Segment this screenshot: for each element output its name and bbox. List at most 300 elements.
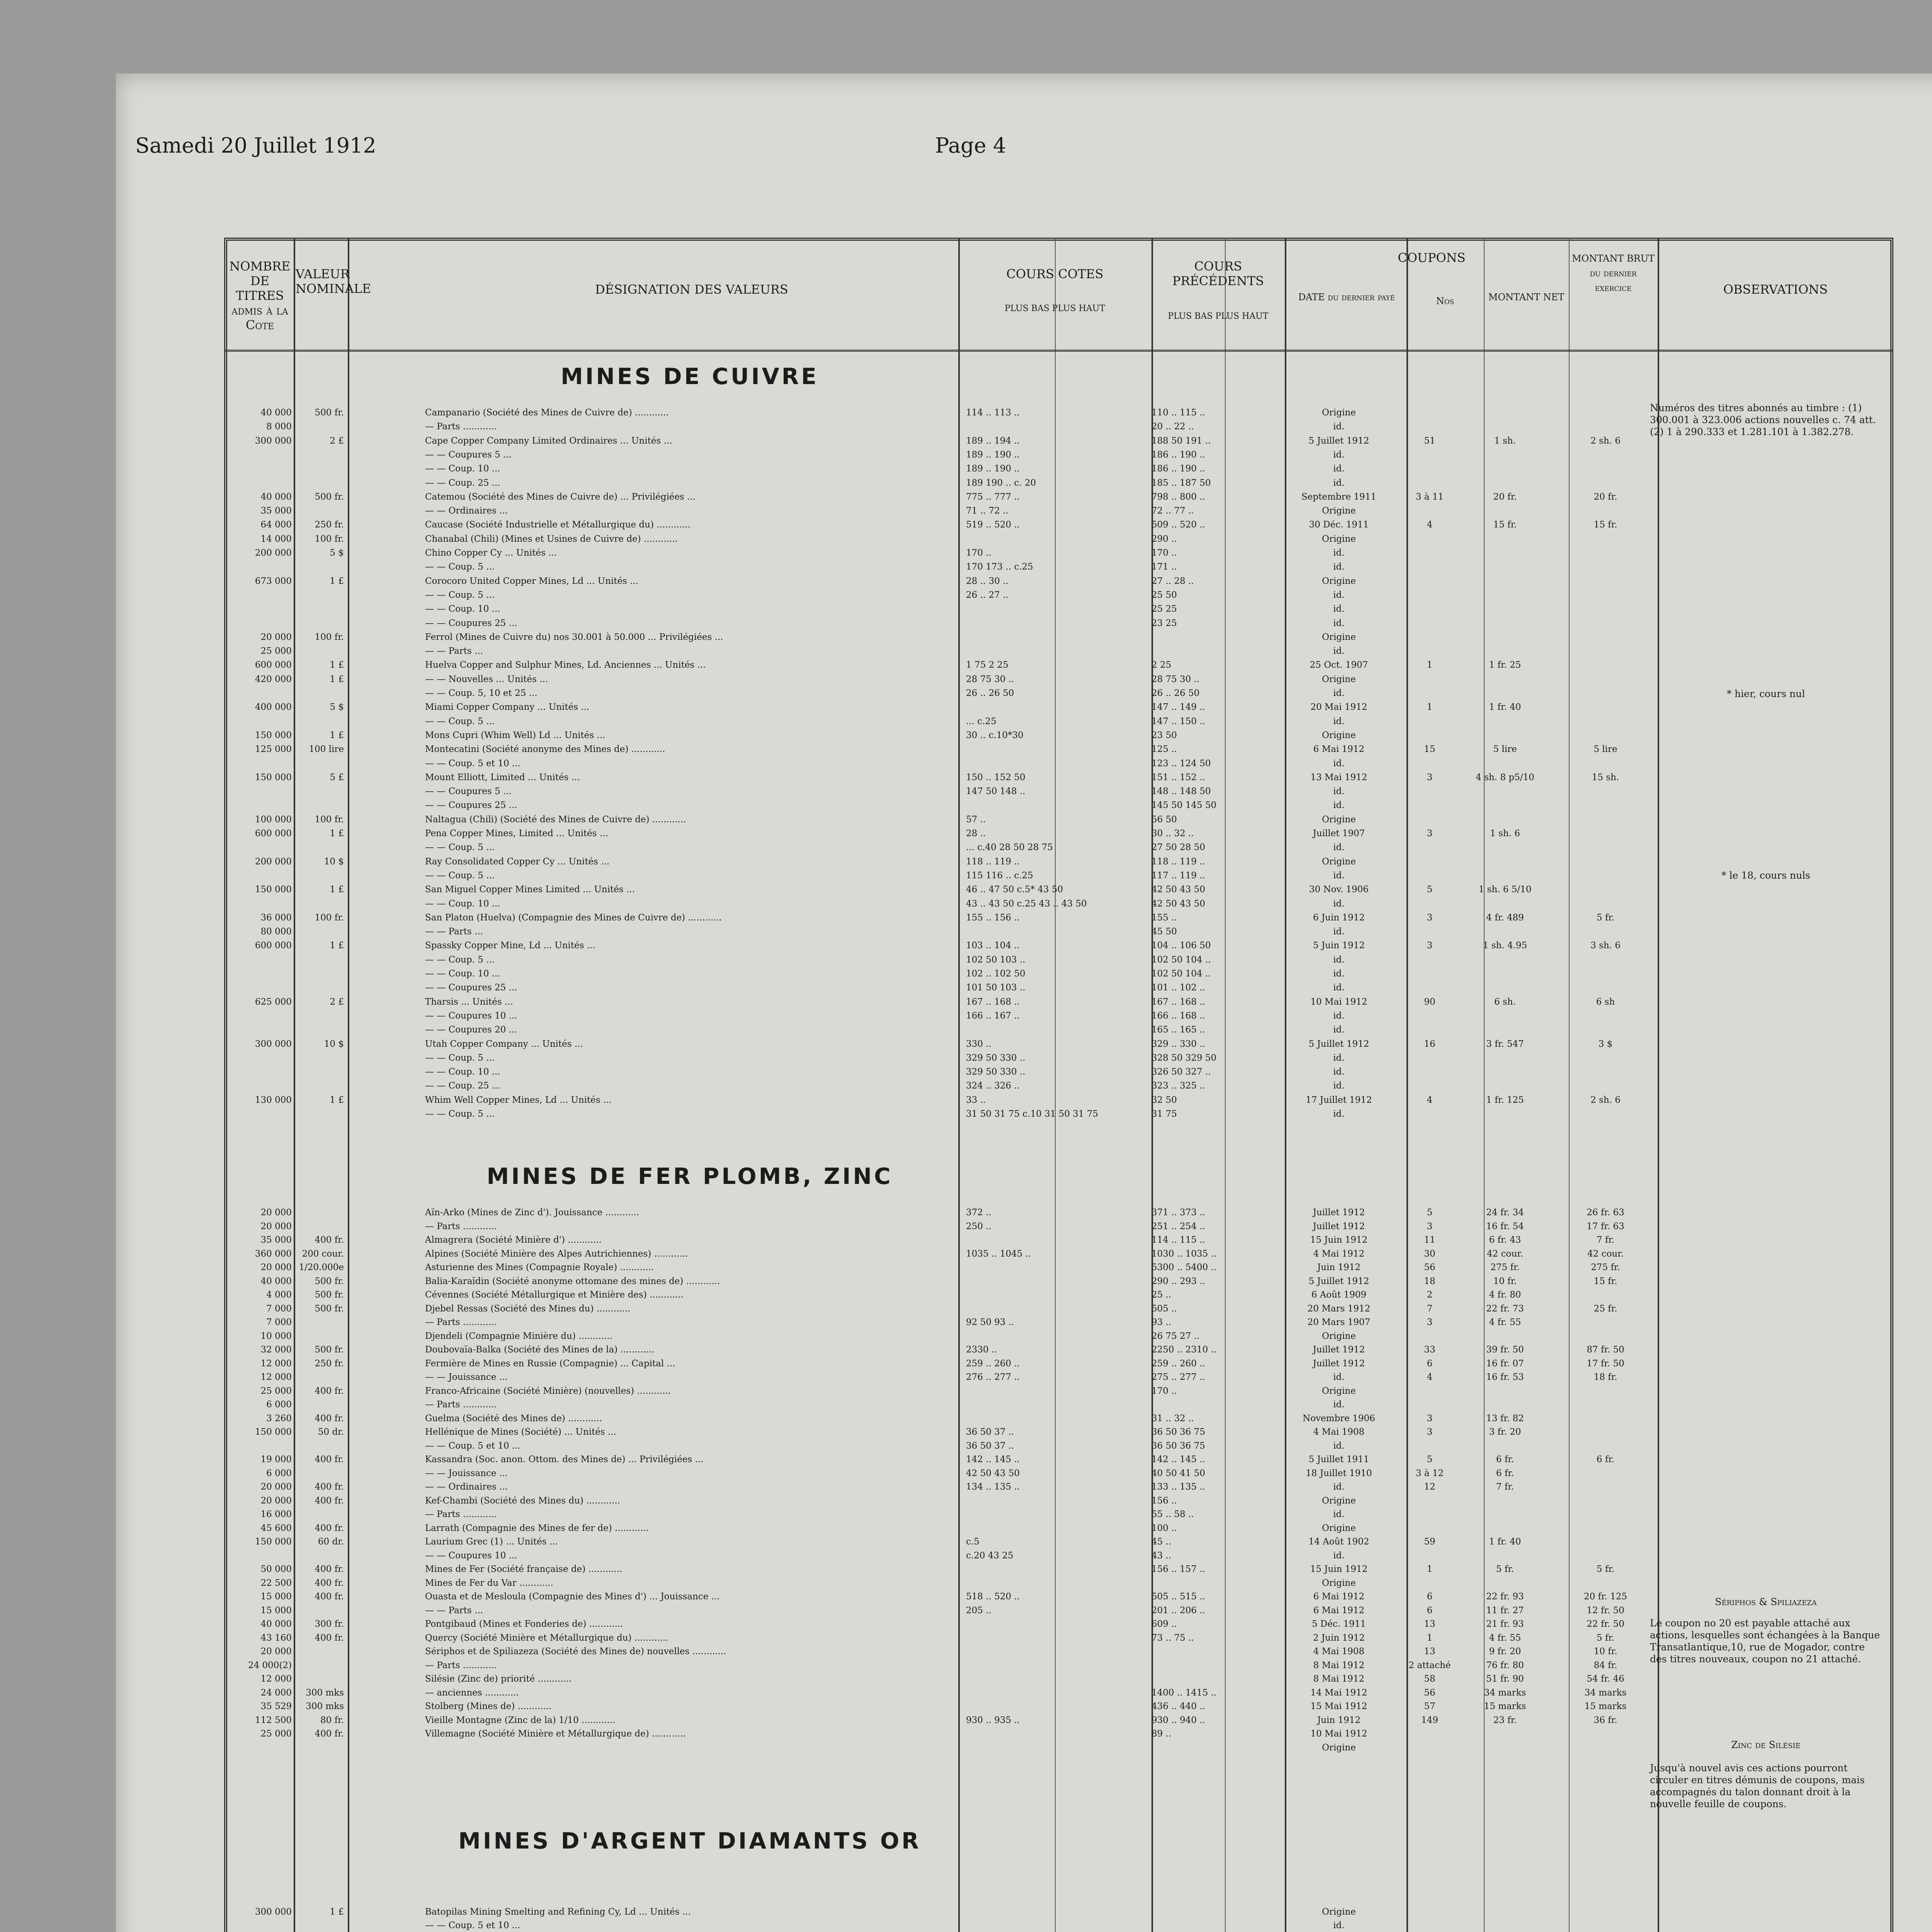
cell-no: 3 [1427, 828, 1433, 838]
cell-name: Franco-Africaine (Société Minière) (nouvelles) ............ [425, 1386, 671, 1396]
cell-no: 15 [1424, 744, 1435, 755]
cell-cb: 71 .. 72 .. [966, 506, 1009, 516]
cell-date: Juillet 1912 [1313, 1345, 1365, 1355]
cell-net: 4 fr. 55 [1489, 1633, 1521, 1643]
cell-date: Novembre 1906 [1303, 1413, 1375, 1423]
table-row [224, 674, 1893, 684]
table-row [224, 548, 1893, 558]
cell-date: id. [1333, 954, 1345, 965]
cell-val: 1 £ [330, 660, 344, 670]
cell-net: 1 sh. 4.95 [1483, 940, 1527, 951]
table-row [224, 1646, 1893, 1656]
cell-no: 33 [1424, 1345, 1435, 1355]
cell-name: Cévennes (Société Métallurgique et Minière des) ............ [425, 1290, 684, 1300]
table-row [224, 857, 1893, 867]
cell-nb: 150 000 [255, 772, 292, 782]
cell-nb: 200 000 [255, 548, 292, 558]
cell-no: 2 [1427, 1290, 1433, 1300]
cell-net: 4 fr. 80 [1489, 1290, 1521, 1300]
cell-brut: 6 fr. [1596, 1454, 1615, 1464]
cell-date: Origine [1322, 674, 1356, 684]
cell-cb: 329 50 330 .. [966, 1067, 1026, 1077]
cell-date: 6 Mai 1912 [1313, 1592, 1365, 1602]
cell-cb: 150 .. 152 50 [966, 772, 1026, 782]
cell-val: 1 £ [330, 940, 344, 951]
table-row [224, 576, 1893, 586]
table-row [224, 646, 1893, 656]
cell-date: id. [1333, 1053, 1345, 1063]
cell-name: Quercy (Société Minière et Métallurgique du) ............ [425, 1633, 668, 1643]
cell-brut: 20 fr. [1594, 492, 1617, 502]
cell-cp: 55 .. 58 .. [1151, 1509, 1194, 1519]
cell-date: 6 Mai 1912 [1313, 744, 1365, 755]
cell-cb: 92 50 93 .. [966, 1317, 1014, 1327]
cell-name: Guelma (Société des Mines de) ............ [425, 1413, 602, 1423]
cell-nb: 35 000 [260, 1235, 292, 1245]
cell-val: 400 fr. [315, 1592, 344, 1602]
cell-nb: 20 000 [260, 1221, 292, 1231]
cell-date: 30 Déc. 1911 [1309, 520, 1369, 530]
cell-no: 5 [1427, 1208, 1433, 1218]
cell-name: — Parts ............ [425, 1400, 497, 1410]
cell-date: Juillet 1912 [1313, 1221, 1365, 1231]
cell-no: 6 [1427, 1592, 1433, 1602]
cell-cp: 114 .. 115 .. [1151, 1235, 1205, 1245]
cell-cp: 123 .. 124 50 [1151, 758, 1211, 769]
cell-cb: 324 .. 326 .. [966, 1081, 1020, 1091]
cell-val: 500 fr. [315, 1345, 344, 1355]
cell-no: 13 [1424, 1619, 1435, 1629]
table-row [224, 1743, 1893, 1753]
cell-nb: 20 000 [260, 632, 292, 642]
cell-name: — — Coupures 10 ... [425, 1010, 517, 1021]
cell-no: 5 [1427, 884, 1433, 895]
cell-cb: 329 50 330 .. [966, 1053, 1026, 1063]
cell-brut: 5 fr. [1596, 912, 1615, 923]
cell-cb: 43 .. 43 50 c.25 43 .. 43 50 [966, 898, 1087, 909]
table-row [224, 1067, 1893, 1077]
cell-net: 16 fr. 53 [1486, 1372, 1524, 1382]
cell-no: 3 [1427, 940, 1433, 951]
cell-brut: 3 sh. 6 [1590, 940, 1621, 951]
table-row [224, 1427, 1893, 1437]
page-date: Samedi 20 Juillet 1912 [135, 133, 376, 158]
cell-net: 4 fr. 489 [1486, 912, 1524, 923]
cell-brut: 15 sh. [1592, 772, 1619, 782]
cell-date: id. [1333, 969, 1345, 979]
cell-name: Balia-Karaïdin (Société anonyme ottomane des mines de) ............ [425, 1276, 720, 1286]
cell-cp: 56 50 [1151, 814, 1177, 825]
cell-name: Batopilas Mining Smelting and Refining Cy, Ld ... Unités ... [425, 1907, 691, 1917]
cell-cb: 103 .. 104 .. [966, 940, 1020, 951]
cell-cb: 1 75 2 25 [966, 660, 1009, 670]
cell-cp: 186 .. 190 .. [1151, 449, 1205, 460]
table-row [224, 842, 1893, 852]
cell-cp: 171 .. [1151, 562, 1177, 572]
cell-name: — — Nouvelles ... Unités ... [425, 674, 548, 684]
cell-brut: 15 marks [1584, 1701, 1627, 1711]
cell-net: 39 fr. 50 [1486, 1345, 1524, 1355]
cell-cp: 201 .. 206 .. [1151, 1605, 1205, 1616]
cell-name: — — Coup. 5, 10 et 25 ... [425, 688, 537, 698]
table-row [224, 1619, 1893, 1629]
table-row [224, 716, 1893, 726]
table-row [224, 534, 1893, 544]
observation-heading: Sériphos & Spiliazeza [1715, 1596, 1817, 1607]
cell-date: 20 Mars 1907 [1307, 1317, 1371, 1327]
cell-net: 15 fr. [1493, 520, 1517, 530]
cell-net: 7 fr. [1496, 1482, 1514, 1492]
cell-date: id. [1333, 842, 1345, 853]
cell-nb: 36 000 [260, 912, 292, 923]
table-row [224, 744, 1893, 754]
cell-name: — Parts ............ [425, 1317, 497, 1327]
cell-cp: 290 .. [1151, 534, 1177, 544]
table-row [224, 1081, 1893, 1091]
cell-nb: 673 000 [255, 576, 292, 586]
header-designation: DÉSIGNATION DES VALEURS [595, 282, 788, 297]
table-row [224, 983, 1893, 993]
cell-cp: 117 .. 119 .. [1151, 870, 1205, 881]
header-nombre: NOMBRE DE TITRES admis à la Cote [229, 259, 291, 332]
cell-cp: 43 .. [1151, 1550, 1172, 1561]
cell-val: 100 fr. [315, 912, 344, 923]
cell-name: — — Coup. 5 et 10 ... [425, 758, 520, 769]
cell-name: — — Parts ... [425, 927, 483, 937]
cell-name: — Parts ............ [425, 1660, 497, 1670]
cell-brut: 54 fr. 46 [1587, 1674, 1624, 1684]
cell-cp: 326 50 327 .. [1151, 1067, 1211, 1077]
cell-val: 400 fr. [315, 1523, 344, 1533]
cell-date: id. [1333, 786, 1345, 797]
cell-no: 59 [1424, 1537, 1435, 1547]
cell-date: Origine [1322, 1386, 1356, 1396]
cell-no: 3 [1427, 772, 1433, 782]
cell-cp: 31 .. 32 .. [1151, 1413, 1194, 1423]
header-observations: OBSERVATIONS [1723, 282, 1828, 297]
cell-nb: 16 000 [260, 1509, 292, 1519]
table-row [224, 1053, 1893, 1063]
cell-date: id. [1333, 800, 1345, 811]
cell-name: Doubovaïa-Balka (Société des Mines de la) ............ [425, 1345, 655, 1355]
cell-cp: 100 .. [1151, 1523, 1177, 1533]
table-row [224, 562, 1893, 572]
cell-no: 1 [1427, 702, 1433, 713]
cell-name: — — Coup. 10 ... [425, 1067, 500, 1077]
cell-cb: 205 .. [966, 1605, 992, 1616]
cell-date: id. [1333, 562, 1345, 572]
header-rule [224, 350, 1893, 352]
cell-net: 15 marks [1484, 1701, 1526, 1711]
cell-cp: 102 50 104 .. [1151, 969, 1211, 979]
header-cours-cotes: COURS COTES [1006, 267, 1104, 281]
cell-val: 400 fr. [315, 1729, 344, 1739]
table-row [224, 450, 1893, 460]
cell-date: Origine [1322, 534, 1356, 544]
cell-cb: 28 .. [966, 828, 986, 838]
cell-name: — — Coup. 10 ... [425, 969, 500, 979]
table-row [224, 408, 1893, 418]
cell-name: — — Coup. 25 ... [425, 1081, 500, 1091]
cell-date: 20 Mars 1912 [1307, 1303, 1371, 1314]
cell-name: Catemou (Société des Mines de Cuivre de) ... Privilégiées ... [425, 492, 696, 502]
cell-cb: 1035 .. 1045 .. [966, 1248, 1031, 1259]
cell-name: Corocoro United Copper Mines, Ld ... Unités ... [425, 576, 639, 586]
cell-nb: 130 000 [255, 1095, 292, 1105]
cell-val: 500 fr. [315, 1303, 344, 1314]
cell-val: 100 fr. [315, 814, 344, 825]
cell-nb: 24 000 [260, 1687, 292, 1698]
cell-date: 25 Oct. 1907 [1310, 660, 1368, 670]
cell-name: — — Coupures 25 ... [425, 983, 517, 993]
cell-cp: 290 .. 293 .. [1151, 1276, 1205, 1286]
cell-net: 275 fr. [1490, 1262, 1520, 1272]
cell-no: 57 [1424, 1701, 1435, 1711]
cell-brut: 17 fr. 63 [1587, 1221, 1624, 1231]
table-row [224, 1729, 1893, 1739]
cell-cp: 5300 .. 5400 .. [1151, 1262, 1217, 1272]
cell-val: 2 £ [330, 435, 344, 446]
cell-date: 15 Juin 1912 [1310, 1564, 1368, 1574]
cell-val: 10 $ [324, 856, 344, 867]
header-cours-precedents: COURS PRÉCÉDENTS [1172, 259, 1264, 288]
cell-date: id. [1333, 478, 1345, 488]
cell-name: Alpines (Société Minière des Alpes Autrichiennes) ............ [425, 1248, 688, 1259]
cell-name: — — Coup. 10 ... [425, 464, 500, 474]
cell-val: 100 fr. [315, 632, 344, 642]
cell-brut: 15 fr. [1594, 520, 1617, 530]
cell-brut: 2 sh. 6 [1590, 435, 1621, 446]
cell-nb: 3 260 [266, 1413, 292, 1423]
table-row [224, 492, 1893, 502]
cell-cp: 165 .. 165 .. [1151, 1025, 1205, 1035]
cell-nb: 24 000(2) [248, 1660, 292, 1670]
table-row [224, 899, 1893, 909]
cell-date: Origine [1322, 1907, 1356, 1917]
cell-cp: 45 50 [1151, 927, 1177, 937]
cell-no: 3 [1427, 912, 1433, 923]
cell-date: Origine [1322, 814, 1356, 825]
cell-cb: 518 .. 520 .. [966, 1592, 1020, 1602]
section-title-fer-plomb-zinc: MINES DE FER PLOMB, ZINC [486, 1163, 893, 1189]
cell-cb: 170 173 .. c.25 [966, 562, 1033, 572]
cell-name: — — Coupures 10 ... [425, 1550, 517, 1561]
cell-no: 2 attaché [1408, 1660, 1451, 1670]
cell-nb: 150 000 [255, 730, 292, 740]
header-montant-brut: MONTANT BRUT du dernier exercice [1572, 253, 1655, 293]
header-coupon-net: MONTANT NET [1488, 292, 1565, 303]
cell-val: 5 $ [330, 702, 344, 713]
cell-cb: 519 .. 520 .. [966, 520, 1020, 530]
cell-cp: 505 .. 515 .. [1151, 1592, 1205, 1602]
cell-name: — Parts ............ [425, 1221, 497, 1231]
cell-date: id. [1333, 646, 1345, 656]
cell-date: 14 Août 1902 [1308, 1537, 1369, 1547]
cell-cp: 125 .. [1151, 744, 1177, 755]
table-row [224, 1413, 1893, 1423]
cell-date: Juillet 1912 [1313, 1358, 1365, 1369]
cell-nb: 12 000 [260, 1674, 292, 1684]
cell-date: id. [1333, 927, 1345, 937]
cell-val: 400 fr. [315, 1495, 344, 1506]
cell-name: Utah Copper Company ... Unités ... [425, 1039, 583, 1049]
cell-name: — — Coupures 5 ... [425, 449, 512, 460]
cell-name: Kef-Chambi (Société des Mines du) ............ [425, 1495, 621, 1506]
cell-name: Pontgibaud (Mines et Fonderies de) ............ [425, 1619, 623, 1629]
cell-brut: 5 fr. [1596, 1633, 1615, 1643]
cell-name: Whim Well Copper Mines, Ld ... Unités ... [425, 1095, 612, 1105]
cell-date: id. [1333, 716, 1345, 726]
cell-cb: 28 75 30 .. [966, 674, 1014, 684]
table-row [224, 660, 1893, 670]
cell-no: 149 [1421, 1715, 1438, 1725]
cell-nb: 150 000 [255, 1537, 292, 1547]
cell-nb: 25 000 [260, 1386, 292, 1396]
cell-cp: 45 .. [1151, 1537, 1172, 1547]
cell-name: Stolberg (Mines de) ............ [425, 1701, 552, 1711]
cell-cp: 505 .. [1151, 1303, 1177, 1314]
cell-name: — — Coup. 5 ... [425, 562, 495, 572]
table-row [224, 1674, 1893, 1684]
cell-cp: 798 .. 800 .. [1151, 492, 1205, 502]
table-row [224, 464, 1893, 474]
cell-net: 6 fr. [1496, 1468, 1514, 1478]
cell-name: San Platon (Huelva) (Compagnie des Mines de Cuivre de) ............ [425, 912, 722, 923]
cell-cb: 930 .. 935 .. [966, 1715, 1020, 1725]
cell-name: — Parts ............ [425, 422, 497, 432]
cell-name: — Parts ............ [425, 1509, 497, 1519]
cell-net: 1 fr. 25 [1489, 660, 1521, 670]
cell-val: 500 fr. [315, 492, 344, 502]
cell-val: 250 fr. [315, 1358, 344, 1369]
cell-cb: 26 .. 26 50 [966, 688, 1014, 698]
cell-nb: 19 000 [260, 1454, 292, 1464]
cell-name: — — Coup. 5 ... [425, 870, 495, 881]
table-row [224, 478, 1893, 488]
cell-val: 250 fr. [315, 520, 344, 530]
cell-brut: 6 sh [1596, 997, 1615, 1007]
cell-brut: 87 fr. 50 [1587, 1345, 1624, 1355]
cell-name: — — Ordinaires ... [425, 506, 508, 516]
cell-nb: 8 000 [266, 422, 292, 432]
cell-brut: 15 fr. [1594, 1276, 1617, 1286]
cell-date: id. [1333, 688, 1345, 698]
cell-cp: 133 .. 135 .. [1151, 1482, 1205, 1492]
cell-val: 500 fr. [315, 1290, 344, 1300]
table-row [224, 969, 1893, 979]
cell-val: 300 mks [306, 1687, 344, 1698]
cell-no: 6 [1427, 1358, 1433, 1369]
cell-no: 3 [1427, 1427, 1433, 1437]
table-row [224, 1221, 1893, 1231]
cell-cp: 118 .. 119 .. [1151, 856, 1205, 867]
table-row [224, 422, 1893, 432]
cell-name: Asturienne des Mines (Compagnie Royale) ............ [425, 1262, 654, 1272]
cell-cb: 101 50 103 .. [966, 983, 1026, 993]
cell-date: Origine [1322, 576, 1356, 586]
cell-date: id. [1333, 1920, 1345, 1931]
cell-brut: 7 fr. [1596, 1235, 1615, 1245]
table-row [224, 1523, 1893, 1533]
cell-nb: 300 000 [255, 1039, 292, 1049]
cell-name: Silésie (Zinc de) priorité ............ [425, 1674, 572, 1684]
cell-val: 2 £ [330, 997, 344, 1007]
cell-nb: 50 000 [260, 1564, 292, 1574]
cell-cb: 42 50 43 50 [966, 1468, 1020, 1478]
cell-name: — — Coup. 5 et 10 ... [425, 1440, 520, 1451]
table-row [224, 1701, 1893, 1711]
cell-date: id. [1333, 898, 1345, 909]
cell-net: 20 fr. [1493, 492, 1517, 502]
cell-date: Origine [1322, 408, 1356, 418]
cell-cp: 104 .. 106 50 [1151, 940, 1211, 951]
cell-net: 1 fr. 40 [1489, 1537, 1521, 1547]
cell-net: 1 fr. 125 [1486, 1095, 1524, 1105]
cell-name: Campanario (Société des Mines de Cuivre de) ............ [425, 408, 669, 418]
cell-date: Origine [1322, 1578, 1356, 1588]
section-title-cuivre: MINES DE CUIVRE [561, 363, 819, 389]
cell-cp: 30 .. 32 .. [1151, 828, 1194, 838]
cell-cb: 102 .. 102 50 [966, 969, 1026, 979]
cell-name: Ray Consolidated Copper Cy ... Unités ... [425, 856, 610, 867]
cell-nb: 43 160 [260, 1633, 292, 1643]
cell-name: Fermière de Mines en Russie (Compagnie) ... Capital ... [425, 1358, 675, 1369]
table-row [224, 618, 1893, 628]
cell-net: 4 fr. 55 [1489, 1317, 1521, 1327]
cell-no: 58 [1424, 1674, 1435, 1684]
table-row [224, 590, 1893, 600]
cell-net: 5 fr. [1496, 1564, 1514, 1574]
cell-date: Septembre 1911 [1301, 492, 1376, 502]
cell-name: Kassandra (Soc. anon. Ottom. des Mines de) ... Privilégiées ... [425, 1454, 704, 1464]
cell-net: 16 fr. 07 [1486, 1358, 1524, 1369]
cell-date: 6 Juin 1912 [1313, 912, 1365, 923]
cell-name: Miami Copper Company ... Unités ... [425, 702, 590, 713]
cell-cb: 189 .. 190 .. [966, 464, 1020, 474]
cell-cp: 156 .. [1151, 1495, 1177, 1506]
cell-nb: 22 500 [260, 1578, 292, 1588]
cell-cb: 102 50 103 .. [966, 954, 1026, 965]
cell-cp: 23 25 [1151, 618, 1177, 628]
cell-no: 3 [1427, 1221, 1433, 1231]
cell-date: 8 Mai 1912 [1313, 1660, 1365, 1670]
table-row [224, 688, 1893, 698]
cell-net: 3 fr. 547 [1486, 1039, 1524, 1049]
cell-no: 3 [1427, 1317, 1433, 1327]
cell-name: — — Ordinaires ... [425, 1482, 508, 1492]
cell-cp: 259 .. 260 .. [1151, 1358, 1205, 1369]
cell-cp: 20 .. 22 .. [1151, 422, 1194, 432]
cell-no: 18 [1424, 1276, 1435, 1286]
table-row [224, 800, 1893, 810]
cell-cp: 36 50 36 75 [1151, 1427, 1205, 1437]
cell-cb: 372 .. [966, 1208, 992, 1218]
cell-cp: 251 .. 254 .. [1151, 1221, 1205, 1231]
cell-cb: ... c.25 [966, 716, 997, 726]
cell-no: 90 [1424, 997, 1435, 1007]
observation-notes: Numéros des titres abonnés au timbre : (1) 300.001 à 323.006 actions nouvelles c. 74 att. (2) 1 à 290.333 et 1.281.101 à 1.382.278. [1650, 402, 1876, 437]
cell-date: id. [1333, 1400, 1345, 1410]
cell-cb: 147 50 148 .. [966, 786, 1026, 797]
cell-nb: 6 000 [266, 1400, 292, 1410]
cell-no: 56 [1424, 1687, 1435, 1698]
cell-no: 3 à 12 [1415, 1468, 1444, 1478]
cell-cb: 26 .. 27 .. [966, 590, 1009, 600]
table-row [224, 1039, 1893, 1049]
table-row [224, 632, 1893, 642]
cell-brut: 42 cour. [1587, 1248, 1624, 1259]
cell-date: id. [1333, 1509, 1345, 1519]
